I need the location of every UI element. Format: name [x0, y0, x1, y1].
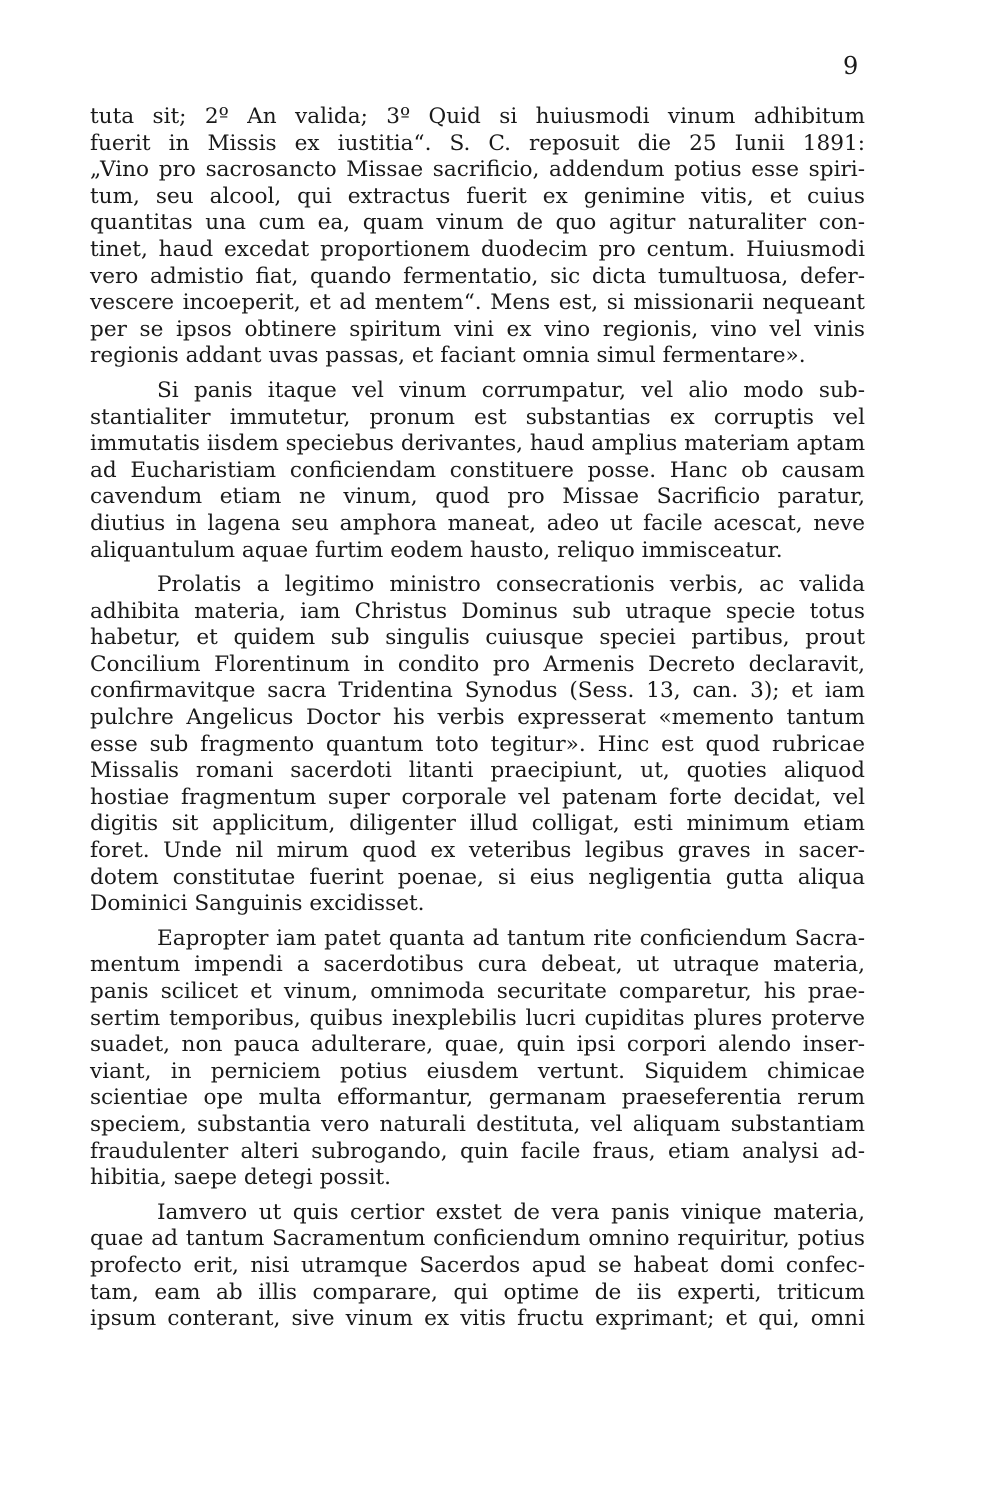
text-line: sertim temporibus, quibus inexplebilis lucri cupiditas plures proterve	[90, 1005, 865, 1031]
paragraph-spacing	[90, 370, 865, 378]
text-line: hibitia, saepe detegi possit.	[90, 1165, 392, 1191]
text-line: tuta sit; 2º An valida; 3º Quid si huiusmodi vinum adhibitum	[90, 104, 865, 129]
text-line: aliquantulum aquae furtim eodem hausto, reliquo immisceatur.	[90, 537, 783, 563]
paragraph-spacing	[90, 918, 865, 926]
text-line: quae ad tantum Sacramentum conficiendum omnino requiritur, potius	[90, 1226, 865, 1252]
paragraph-4	[90, 926, 865, 1192]
text-line: viant, in perniciem potius eiusdem vertunt. Siquidem chimicae	[90, 1058, 865, 1084]
text-line: vero admistio fiat, quando fermentatio, sic dicta tumultuosa, defer-	[90, 263, 865, 289]
paragraph-spacing	[90, 564, 865, 572]
text-line: confirmavitque sacra Tridentina Synodus (Sess. 13, can. 3); et iam	[90, 678, 865, 704]
text-line: foret. Unde nil mirum quod ex veteribus legibus graves in sacer-	[90, 838, 865, 864]
text-line: esse sub fragmento quantum toto tegitur». Hinc est quod rubricae	[90, 731, 865, 757]
text-line: Missalis romani sacerdoti litanti praecipiunt, ut, quoties aliquod	[90, 758, 865, 784]
paragraph-spacing	[90, 1192, 865, 1200]
text-line: vescere incoeperit, et ad mentem“. Mens est, si missionarii nequeant	[90, 290, 865, 316]
text-line: diutius in lagena seu amphora maneat, adeo ut facile acescat, neve	[90, 510, 865, 536]
text-line: adhibita materia, iam Christus Dominus sub utraque specie totus	[90, 598, 865, 624]
text-line: tum, seu alcool, qui extractus fuerit ex genimine vitis, et cuius	[90, 183, 865, 209]
text-line: habetur, et quidem sub singulis cuiusque speciei partibus, prout	[90, 625, 865, 651]
text-line: profecto erit, nisi utramque Sacerdos apud se habeat domi confec-	[90, 1252, 865, 1278]
text-line: panis scilicet et vinum, omnimoda securitate comparetur, his prae-	[90, 979, 865, 1004]
text-line: stantialiter immutetur, pronum est substantias ex corruptis vel	[90, 404, 865, 430]
text-line: „Vino pro sacrosancto Missae sacrificio, addendum potius esse spiri-	[90, 157, 865, 183]
text-line: Eapropter iam patet quanta ad tantum rite conficiendum Sacra-	[157, 925, 865, 951]
text-line: immutatis iisdem speciebus derivantes, haud amplius materiam aptam	[90, 431, 866, 457]
text-line: mentum impendi a sacerdotibus cura debeat, ut utraque materia,	[90, 952, 865, 978]
paragraph-1	[90, 104, 865, 370]
body-text	[90, 104, 865, 1333]
text-line: hostiae fragmentum super corporale vel patenam forte decidat, vel	[90, 784, 865, 810]
paragraph-2	[90, 378, 865, 564]
text-line: suadet, non pauca adulterare, quae, quin ipsi corpori alendo inser-	[90, 1032, 865, 1058]
text-line: Dominici Sanguinis excidisset.	[90, 891, 425, 917]
text-line: Prolatis a legitimo ministro consecrationis verbis, ac valida	[157, 572, 865, 598]
text-line: per se ipsos obtinere spiritum vini ex vino regionis, vino vel vinis	[90, 316, 865, 342]
text-line: cavendum etiam ne vinum, quod pro Missae Sacrificio paratur,	[90, 484, 865, 510]
page-number: 9	[843, 52, 859, 80]
text-line: tinet, haud excedat proportionem duodecim pro centum. Huiusmodi	[90, 236, 865, 262]
text-line: tam, eam ab illis comparare, qui optime de iis experti, triticum	[90, 1279, 865, 1305]
text-line: fuerit in Missis ex iustitia“. S. C. reposuit die 25 Iunii 1891:	[90, 130, 865, 156]
text-line: fraudulenter alteri subrogando, quin facile fraus, etiam analysi ad-	[90, 1138, 865, 1164]
text-line: Si panis itaque vel vinum corrumpatur, vel alio modo sub-	[157, 377, 865, 403]
text-line: digitis sit applicitum, diligenter illud colligat, esti minimum etiam	[90, 811, 865, 837]
paragraph-3	[90, 572, 865, 918]
text-line: Iamvero ut quis certior exstet de vera panis vinique materia,	[157, 1199, 865, 1225]
text-line: Concilium Florentinum in condito pro Armenis Decreto declaravit,	[90, 651, 865, 677]
text-line: speciem, substantia vero naturali destituta, vel aliquam substantiam	[90, 1111, 865, 1137]
text-line: ad Eucharistiam conficiendam constituere posse. Hanc ob causam	[90, 457, 865, 483]
text-line: dotem constitutae fuerint poenae, si eius negligentia gutta aliqua	[90, 864, 865, 890]
text-line: regionis addant uvas passas, et faciant omnia simul fermentare».	[90, 343, 806, 369]
text-line: quantitas una cum ea, quam vinum de quo agitur naturaliter con-	[90, 210, 865, 236]
text-line: ipsum conterant, sive vinum ex vitis fructu exprimant; et qui, omni	[90, 1306, 865, 1332]
text-line: pulchre Angelicus Doctor his verbis expresserat «memento tantum	[90, 705, 865, 731]
text-line: scientiae ope multa efformantur, germanam praeseferentia rerum	[90, 1085, 865, 1111]
paragraph-5	[90, 1200, 865, 1333]
